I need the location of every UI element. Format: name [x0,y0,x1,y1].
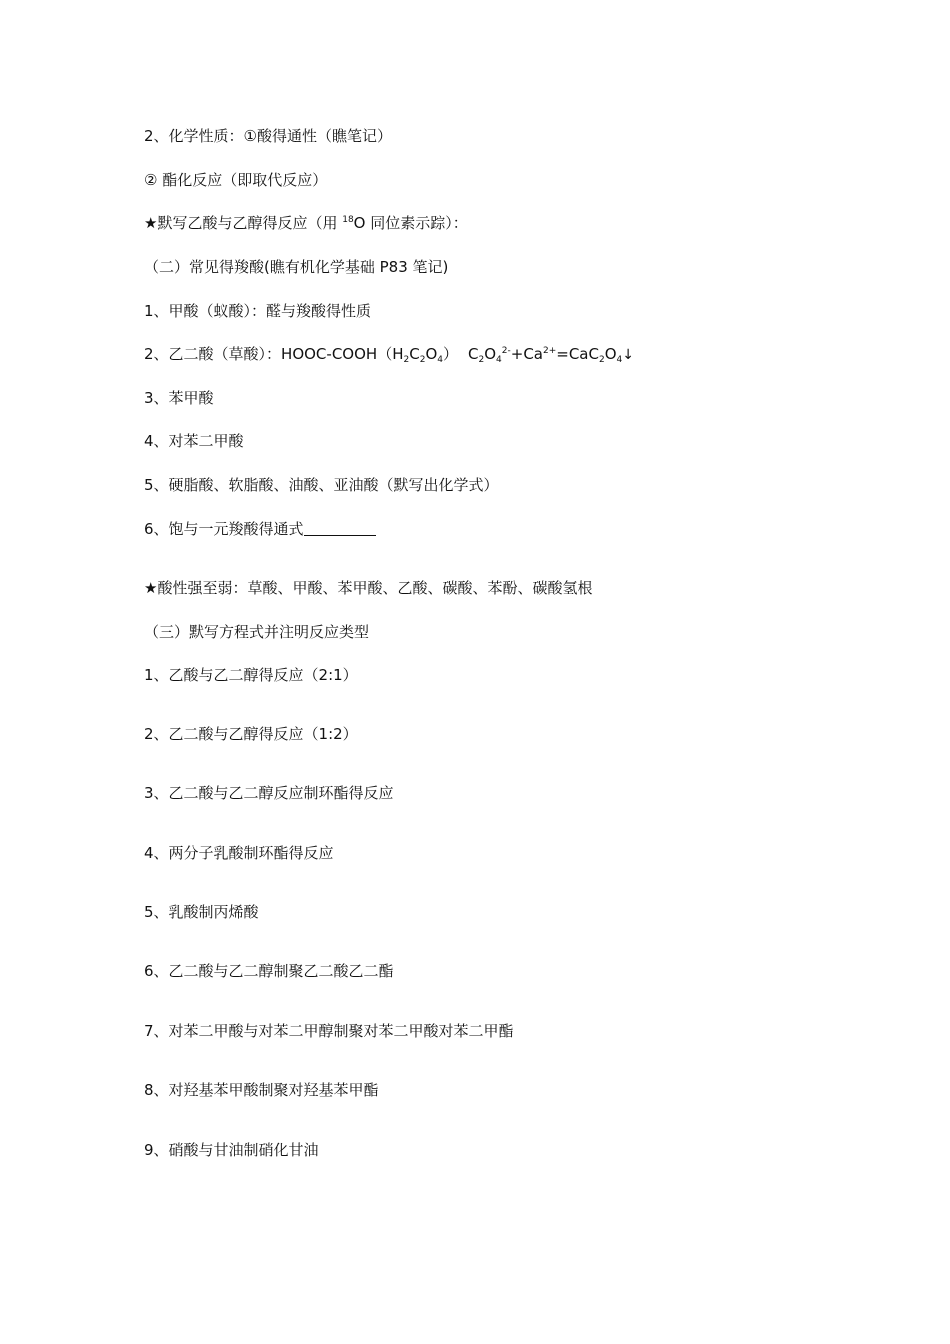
list-item-2: 2、乙二酸与乙醇得反应（1:2） [144,725,358,743]
eq-sub-c2: 2 [478,355,485,365]
text-isotope-part-a: ★默写乙酸与乙醇得反应（用 [144,214,343,232]
section-heading-equations: （三）默写方程式并注明反应类型 [144,623,370,641]
eq-o2: O [604,345,617,363]
eq-cac: =CaC [556,345,599,363]
precipitate-arrow-icon: ↓ [622,347,634,363]
section-heading-common-acids: （二）常见得羧酸(瞧有机化学基础 P83 笔记) [144,258,449,276]
sub-c2: 2 [419,355,426,365]
sub-o4: 4 [437,355,443,365]
eq-ca: +Ca [510,345,543,363]
fill-in-blank [304,521,376,536]
eq-sub-o2-4: 4 [616,355,623,365]
list-item-8: 8、对羟基苯甲酸制聚对羟基苯甲酯 [144,1081,379,1099]
text-chemical-properties: 2、化学性质：①酸得通性（瞧笔记） [144,127,392,145]
list-item-1: 1、乙酸与乙二醇得反应（2:1） [144,666,358,684]
list-item-9: 9、硝酸与甘油制硝化甘油 [144,1141,319,1159]
text-esterification: ② 酯化反应（即取代反应） [144,171,328,189]
eq-sub-o4: 4 [496,355,502,365]
list-item-4: 4、两分子乳酸制环酯得反应 [144,844,334,862]
list-item-3: 3、乙二酸与乙二醇反应制环酯得反应 [144,784,394,802]
text-fatty-acids: 5、硬脂酸、软脂酸、油酸、亚油酸（默写出化学式） [144,476,499,494]
eq-sub-cac2: 2 [598,355,605,365]
superscript-18: 18 [342,215,354,225]
general-formula-label: 6、饱与一元羧酸得通式 [144,520,304,538]
text-acidity-order: ★酸性强至弱：草酸、甲酸、苯甲酸、乙酸、碳酸、苯酚、碳酸氢根 [144,579,593,597]
text-general-formula [144,519,376,539]
text-terephthalic-acid: 4、对苯二甲酸 [144,432,244,450]
formula-c: C [409,345,420,363]
text-isotope-tracing [144,213,468,233]
text-formic-acid: 1、甲酸（蚁酸）：醛与羧酸得性质 [144,302,372,320]
eq-o: O [484,345,497,363]
text-benzoic-acid: 3、苯甲酸 [144,389,214,407]
eq-sup-2minus: 2- [501,346,511,356]
list-item-7: 7、对苯二甲酸与对苯二甲醇制聚对苯二甲酸对苯二甲酯 [144,1022,514,1040]
oxalic-prefix: 2、乙二酸（草酸）：HOOC-COOH（H [144,345,404,363]
formula-o: O [425,345,438,363]
formula-close: ） [442,345,458,363]
list-item-5: 5、乳酸制丙烯酸 [144,903,259,921]
eq-c: C [468,345,479,363]
eq-sup-2plus: 2+ [542,346,557,356]
text-isotope-part-b: O 同位素示踪）： [353,214,468,232]
text-oxalic-acid [144,344,634,365]
sub-h2: 2 [403,355,410,365]
list-item-6: 6、乙二酸与乙二醇制聚乙二酸乙二酯 [144,962,394,980]
